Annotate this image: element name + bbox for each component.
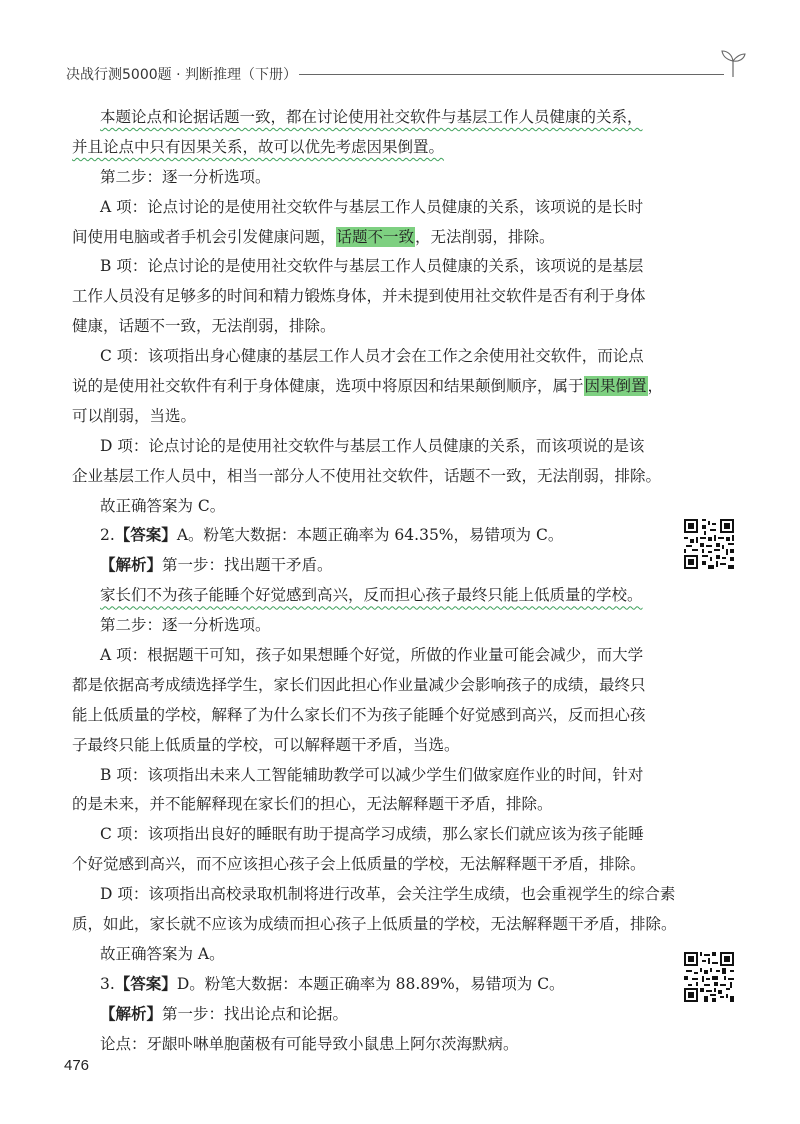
text-line: 能上低质量的学校，解释了为什么家长们不为孩子能睡个好觉感到高兴，反而担心孩	[72, 705, 646, 724]
text-segment: ，无法削弱，排除。	[415, 227, 555, 246]
option-b-analysis: B 项：该项指出未来人工智能辅助教学可以减少学生们做家庭作业的时间，针对	[100, 765, 644, 784]
answer-explanation-body	[72, 106, 677, 1063]
text-line	[72, 106, 660, 131]
text-segment: ，	[647, 377, 664, 396]
text-line: 个好觉感到高兴，而不应该担心孩子会上低质量的学校，无法解释题干矛盾，排除。	[72, 855, 646, 874]
text-line: 企业基层工作人员中，相当一部分人不使用社交软件，话题不一致，无法削弱，排除。	[72, 466, 662, 485]
answer-detail: D。粉笔大数据：本题正确率为 88.89%，易错项为 C。	[176, 974, 565, 993]
analysis-tag: 【解析】	[100, 1003, 163, 1023]
analysis-tag: 【解析】	[100, 555, 163, 575]
underlined-sentence: 家长们不为孩子能睡个好觉感到高兴，反而担心孩子最终只能上低质量的学校。	[100, 586, 643, 605]
text-line: 质，如此，家长就不应该为成绩而担心孩子上低质量的学校，无法解释题干矛盾，排除。	[72, 915, 677, 934]
text-line: 第二步：逐一分析选项。	[100, 616, 271, 635]
question-2-answer	[72, 524, 660, 549]
option-b-analysis: B 项：论点讨论的是使用社交软件与基层工作人员健康的关系，该项说的是基层	[100, 257, 644, 276]
text-line: 第二步：逐一分析选项。	[100, 167, 271, 186]
text-line: 可以削弱，当选。	[72, 406, 197, 425]
question-number: 3.	[100, 974, 115, 993]
text-line: 工作人员没有足够多的时间和精力锻炼身体，并未提到使用社交软件是否有利于身体	[72, 287, 646, 306]
text-line: 论点：牙龈卟啉单胞菌极有可能导致小鼠患上阿尔茨海默病。	[100, 1034, 519, 1053]
running-header	[66, 62, 746, 88]
text-line: 的是未来，并不能解释现在家长们的担心，无法解释题干矛盾，排除。	[72, 795, 553, 814]
text-segment: 说的是使用社交软件有利于身体健康，选项中将原因和结果颠倒顺序，属于	[72, 377, 584, 396]
underlined-sentence: 本题论点和论据话题一致，都在讨论使用社交软件与基层工作人员健康的关系，	[100, 108, 643, 126]
answer-tag: 【答案】	[114, 973, 177, 993]
highlight-topic-mismatch: 话题不一致	[336, 227, 415, 246]
text-line	[72, 136, 660, 161]
qr-code-icon[interactable]	[684, 952, 734, 1002]
correct-answer-line: 故正确答案为 A。	[100, 944, 225, 963]
header-title: 决战行测5000题 · 判断推理（下册）	[66, 67, 297, 83]
text-line	[72, 375, 664, 400]
header-rule	[299, 74, 724, 75]
question-3-answer	[72, 973, 660, 998]
option-d-analysis: D 项：该项指出高校录取机制将进行改革，会关注学生成绩，也会重视学生的综合素	[100, 885, 676, 904]
answer-detail: A。粉笔大数据：本题正确率为 64.35%，易错项为 C。	[176, 526, 564, 545]
question-3-analysis	[72, 1003, 660, 1028]
analysis-step: 第一步：找出题干矛盾。	[162, 556, 333, 575]
question-number: 2.	[100, 526, 115, 545]
qr-code-icon[interactable]	[684, 519, 734, 569]
text-line: 健康，话题不一致，无法削弱，排除。	[72, 317, 336, 336]
page-number: 476	[64, 1057, 90, 1074]
question-2-analysis	[72, 554, 660, 579]
answer-tag: 【答案】	[114, 525, 177, 545]
analysis-step: 第一步：找出论点和论据。	[162, 1004, 349, 1023]
text-line	[72, 584, 660, 609]
highlight-causal-reversal: 因果倒置	[584, 377, 647, 396]
option-a-analysis: A 项：论点讨论的是使用社交软件与基层工作人员健康的关系，该项说的是长时	[100, 197, 644, 216]
option-c-analysis: C 项：该项指出良好的睡眠有助于提高学习成绩，那么家长们就应该为孩子能睡	[100, 825, 644, 844]
sprout-icon	[720, 48, 746, 78]
text-line: 都是依据高考成绩选择学生，家长们因此担心作业量减少会影响孩子的成绩，最终只	[72, 675, 646, 694]
text-line: 子最终只能上低质量的学校，可以解释题干矛盾，当选。	[72, 735, 460, 754]
option-a-analysis: A 项：根据题干可知，孩子如果想睡个好觉，所做的作业量可能会减少，而大学	[100, 646, 644, 665]
underlined-sentence: 并且论点中只有因果关系，故可以优先考虑因果倒置。	[72, 137, 445, 156]
text-line	[72, 226, 660, 251]
correct-answer-line: 故正确答案为 C。	[100, 496, 226, 515]
text-segment: 间使用电脑或者手机会引发健康问题，	[72, 227, 336, 246]
option-c-analysis: C 项：该项指出身心健康的基层工作人员才会在工作之余使用社交软件，而论点	[100, 347, 644, 366]
option-d-analysis: D 项：论点讨论的是使用社交软件与基层工作人员健康的关系，而该项说的是该	[100, 436, 645, 455]
